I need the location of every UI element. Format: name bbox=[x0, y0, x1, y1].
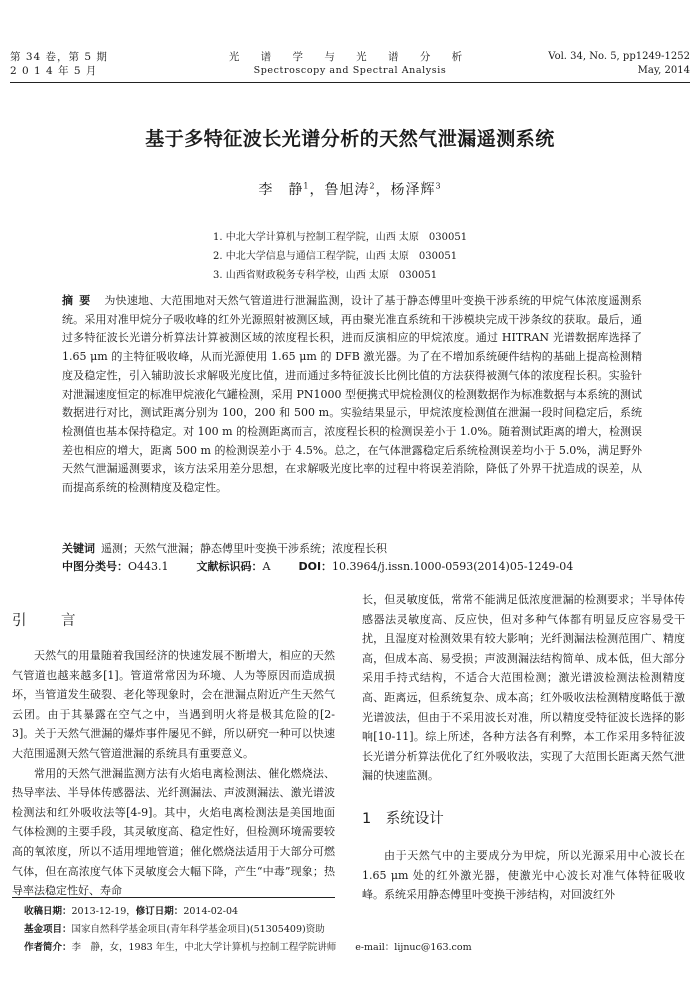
keywords-text: 遥测；天然气泄漏；静态傅里叶变换干涉系统；浓度程长积 bbox=[101, 542, 387, 555]
author-1-sup: 1 bbox=[303, 181, 310, 191]
keywords-label: 关键词 bbox=[62, 542, 95, 555]
received-line bbox=[24, 903, 684, 921]
author-1: 李 静 bbox=[258, 182, 304, 198]
intro-paragraph-2: 常用的天然气泄漏监测方法有火焰电离检测法、催化燃烧法、热导率法、半导体传感器法、光纤测漏法、声波测漏法、激光谱波检测法和红外吸收法等[4-9]。其中，火焰电离检测法是美国地面气体检测的主要手段，其灵敏度高、稳定性好，但检测环境需要较高的氧浓度，所以不适用埋地管道；催化燃烧法适用于大部分可燃气体，但在高浓度气体下灵敏度会大幅下降，产生“中毒”现象；热导率法稳定性好、寿命 bbox=[12, 766, 335, 898]
doc-code-value: A bbox=[262, 560, 271, 573]
month-year: May, 2014 bbox=[637, 65, 690, 76]
revised-label: 修订日期： bbox=[135, 906, 184, 917]
received-label: 收稿日期： bbox=[24, 906, 72, 917]
bio-line bbox=[24, 939, 684, 957]
author-3: 杨泽辉 bbox=[390, 182, 436, 198]
classification-line bbox=[62, 558, 662, 576]
affiliations bbox=[213, 228, 467, 285]
abstract bbox=[62, 292, 642, 498]
authors: 李 静$^1$，鲁旭涛$^2$，杨泽辉$^3$ bbox=[258, 181, 442, 198]
journal-name-en: Spectroscopy and Spectral Analysis bbox=[253, 65, 447, 76]
fund-text: 国家自然科学基金项目(青年科学基金项目)(51305409)资助 bbox=[71, 924, 325, 935]
fund-line bbox=[24, 921, 684, 939]
right-column bbox=[362, 590, 685, 905]
author-3-sup: 3 bbox=[435, 181, 442, 191]
doc-code-label: 文献标识码： bbox=[196, 560, 263, 573]
clc-value: O443.1 bbox=[128, 560, 169, 573]
author-2: 鲁旭涛 bbox=[324, 182, 370, 198]
received-date: 2013-12-19， bbox=[71, 906, 136, 917]
bio-text: 李 静，女，1983 年生，中北大学计算机与控制工程学院讲师 e-mail：lijnuc@163.com bbox=[71, 942, 472, 953]
left-column bbox=[12, 590, 335, 901]
journal-header bbox=[10, 50, 690, 80]
date-cn: 2 0 1 4 年 5 月 bbox=[10, 65, 98, 77]
affiliation-2: 2. 中北大学信息与通信工程学院，山西 太原 030051 bbox=[213, 251, 458, 262]
vol-pages: Vol. 34, No. 5, pp1249-1252 bbox=[548, 51, 690, 62]
revised-date: 2014-02-04 bbox=[183, 906, 239, 917]
bio-label: 作者简介： bbox=[24, 942, 72, 953]
clc-label: 中图分类号： bbox=[62, 560, 128, 573]
doi-label: DOI： bbox=[298, 560, 333, 573]
affiliation-3: 3. 山西省财政税务专科学校，山西 太原 030051 bbox=[213, 270, 438, 281]
abstract-text: 为快速地、大范围地对天然气管道进行泄漏监测，设计了基于静态傅里叶变换干涉系统的甲烷气体浓度遥测系统。采用对准甲烷分子吸收峰的红外光源照射被测区域，再由聚光准直系统和干涉模块完成干涉条纹的获取。最后，通过多特征波长光谱分析算法计算被测区域的浓度程长积，进而反演相应的甲烷浓度。通过 HITRAN 光谱数据库选择了 1.65 μm 的主特征吸收峰，从而光源使用 1.65 μm 的 DFB 激光器。为了在不增加系统硬件结构的基础上提高检测精度及稳定性，引入辅助波长求解吸光度比值，进而通过多特征波长比例比值的方法获得被测气体的浓度程长积。实验针对泄漏速度恒定的标准甲烷液化气罐检测，采用 PN1000 型便携式甲烷检测仪的检测数据作为标准数据与本系统的测试数据进行对比，测试距离分别为 100，200 和 500 m。实验结果显示，甲烷浓度检测值在泄漏一段时间稳定后，系统检测值也基本保持稳定。对 100 m 的检测距离而言，浓度程长积的检测误差小于 1.0%。随着测试距离的增大，检测误差也相应的增大，距离 500 m 的检测误差小于 4.5%。总之，在气体泄露稳定后系统检测误差均小于 5.0%，满足野外天然气泄漏遥测要求，该方法采用差分思想，在求解吸光度比率的过程中将误差消除，降低了外界干扰造成的误差，从而提高系统的检测精度及稳定性。 bbox=[62, 294, 643, 495]
footnote-rule bbox=[12, 897, 335, 898]
affiliation-1: 1. 中北大学计算机与控制工程学院，山西 太原 030051 bbox=[213, 232, 468, 243]
paper-title: 基于多特征波长光谱分析的天然气泄漏遥测系统 bbox=[145, 128, 555, 150]
journal-name-cn: 光 谱 学 与 光 谱 分 析 bbox=[228, 51, 472, 63]
volume-issue: 第 34 卷，第 5 期 bbox=[10, 51, 108, 63]
header-rule bbox=[10, 82, 690, 83]
keywords bbox=[62, 540, 662, 558]
fund-label: 基金项目： bbox=[24, 924, 72, 935]
author-2-sup: 2 bbox=[369, 181, 376, 191]
section-1-heading: 1 系统设计 bbox=[362, 810, 444, 827]
intro-heading: 引 言 bbox=[12, 613, 86, 629]
intro-paragraph-2-continued: 长，但灵敏度低，常常不能满足低浓度泄漏的检测要求；半导体传感器法灵敏度高、反应快，但对多种气体都有明显反应容易受干扰，且湿度对检测效果有较大影响；光纤测漏法检测范围广、精度高，但成本高、易受损；声波测漏法结构简单、成本低，但大部分采用手持式结构，不适合大范围检测；激光谱波检测法检测精度高、距离远，但系统复杂、成本高；红外吸收法检测精度略低于激光谱波法，但由于不采用波长对准，所以精度受特征波长选择的影响[10-11]。综上所述，各种方法各有利弊，本工作采用多特征波长光谱分析算法优化了红外吸收法，实现了大范围长距离天然气泄漏的快速监测。 bbox=[362, 593, 685, 783]
abstract-label: 摘要 bbox=[62, 294, 97, 307]
doi-value: 10.3964/j.issn.1000-0593(2014)05-1249-04 bbox=[332, 560, 574, 573]
footnotes bbox=[24, 903, 684, 957]
header-right bbox=[548, 50, 690, 78]
intro-paragraph-1: 天然气的用量随着我国经济的快速发展不断增大，相应的天然气管道也越来越多[1]。管道常常因为环境、人为等原因而造成损坏，当管道发生破裂、老化等现象时，会在泄漏点附近产生天然气云团。由于其暴露在空气之中，当遇到明火将是极其危险的[2-3]。关于天然气泄漏的爆炸事件屡见不鲜，所以研究一种可以快速大范围遥测天然气管道泄漏的系统具有重要意义。 bbox=[12, 649, 335, 760]
section-1-paragraph-1: 由于天然气中的主要成分为甲烷，所以光源采用中心波长在 1.65 μm 处的红外激光器，使激光中心波长对准气体特征吸收峰。系统采用静态傅里叶变换干涉结构，对回波红外 bbox=[362, 848, 685, 902]
